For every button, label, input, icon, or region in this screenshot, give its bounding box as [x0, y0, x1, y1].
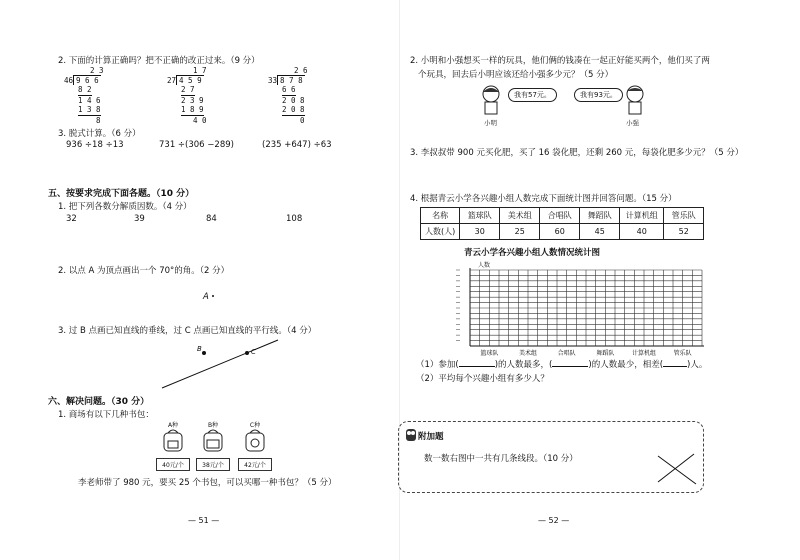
- table-cell: 60: [540, 224, 580, 240]
- table-cell: 人数(人): [421, 224, 460, 240]
- table-cell: 45: [580, 224, 620, 240]
- table-cell: 25: [500, 224, 540, 240]
- step: 8 2: [78, 85, 92, 94]
- bag-price: 42元/个: [238, 458, 272, 471]
- q4-sub1: [416, 358, 707, 370]
- backpack-icon: [196, 429, 230, 453]
- table-cell: 30: [460, 224, 500, 240]
- segment: [658, 456, 696, 484]
- expr-1: 936 ÷18 ÷13: [66, 140, 124, 150]
- r-q4-title: 4. 根据青云小学各兴趣小组人数完成下面统计图并回答问题。（15 分）: [410, 194, 677, 204]
- table-cell: 篮球队: [460, 208, 500, 224]
- table-cell: 40: [620, 224, 664, 240]
- table-cell: 52: [664, 224, 704, 240]
- remainder: 8: [96, 115, 101, 125]
- x-tick-label: 管乐队: [673, 350, 692, 357]
- xiaoming-figure: [476, 84, 506, 118]
- long-division-3: [268, 66, 308, 125]
- chart-ylabel: 人数: [478, 262, 491, 269]
- dividend: 4 5 9: [176, 75, 204, 85]
- long-division-1: [64, 66, 104, 125]
- answer-blank-most[interactable]: [459, 358, 495, 367]
- quotient: 1 7: [193, 66, 207, 75]
- x-tick-label: 舞蹈队: [596, 350, 615, 357]
- point-a-label: A: [203, 292, 209, 302]
- divisor: 46: [64, 75, 74, 85]
- xiaoqiang-figure: [620, 84, 650, 118]
- r-q2-title-2: 个玩具，回去后小明应该还给小强多少元？（5 分）: [418, 70, 614, 80]
- x-tick-label: 合唱队: [557, 350, 576, 357]
- bag-price: 40元/个: [156, 458, 190, 471]
- step: 1 4 6: [78, 95, 101, 105]
- name-xiaoming: 小明: [484, 119, 497, 127]
- s5q1-title: 1. 把下列各数分解质因数。（4 分）: [58, 202, 192, 212]
- table-cell: 舞蹈队: [580, 208, 620, 224]
- bonus-text: 数一数右图中一共有几条线段。（10 分）: [424, 454, 578, 464]
- page-number-51: — 51 —: [188, 516, 220, 525]
- step: 2 3 9: [181, 95, 204, 105]
- interest-group-table: [420, 207, 704, 240]
- table-cell: 名称: [421, 208, 460, 224]
- sub1-part: （1）参加(: [416, 360, 459, 370]
- segment: [658, 454, 694, 482]
- number-2: 39: [134, 214, 145, 224]
- sub1-part: )人。: [687, 360, 708, 370]
- backpack-icon: [238, 429, 272, 453]
- expr-3: (235 +647) ÷63: [262, 140, 332, 150]
- bag-b: [196, 420, 230, 471]
- s6q1-text: 李老师带了 980 元，要买 25 个书包，可以买哪一种书包？（5 分）: [78, 478, 337, 488]
- step: 1 8 9: [181, 105, 204, 114]
- table-row: [421, 224, 704, 240]
- table-cell: 计算机组: [620, 208, 664, 224]
- remainder: 0: [300, 115, 305, 125]
- bonus-title: 附加题: [418, 432, 444, 442]
- empty-bar-chart[interactable]: [444, 266, 706, 358]
- answer-blank-diff[interactable]: [663, 358, 687, 367]
- table-cell: 合唱队: [540, 208, 580, 224]
- table-cell: 管乐队: [664, 208, 704, 224]
- point-b: [202, 351, 206, 355]
- divisor: 27: [167, 75, 177, 85]
- point-c: [245, 351, 249, 355]
- step: 2 7: [181, 85, 195, 94]
- x-tick-label: 美术组: [518, 350, 538, 357]
- sub1-part: )的人数最少，相差(: [588, 360, 664, 370]
- quotient: 2 6: [294, 66, 308, 75]
- r-q2-title: 2. 小明和小强想买一样的玩具，他们俩的钱凑在一起正好能买两个，他们买了两: [410, 56, 710, 66]
- table-header-row: [421, 208, 704, 224]
- crossed-lines-figure: [652, 448, 700, 488]
- page-number-52: — 52 —: [538, 516, 570, 525]
- point-c-label: C: [251, 348, 256, 356]
- given-line: [162, 340, 278, 388]
- step: 1 3 8: [78, 105, 101, 114]
- quotient: 2 3: [90, 66, 104, 75]
- section-6-title: 六、解决问题。（30 分）: [48, 397, 150, 407]
- r-q3-title: 3. 李叔叔带 900 元买化肥，买了 16 袋化肥，还剩 260 元，每袋化肥多少元？（5 分）: [410, 148, 744, 158]
- given-line-figure: [160, 336, 290, 392]
- q2-title: 2. 下面的计算正确吗？把不正确的改正过来。（9 分）: [58, 56, 260, 66]
- bag-name: C种: [249, 422, 261, 429]
- divisor: 33: [268, 75, 278, 85]
- bag-price: 38元/个: [196, 458, 230, 471]
- table-cell: 美术组: [500, 208, 540, 224]
- owl-icon: [404, 426, 418, 442]
- x-tick-label: 篮球队: [480, 350, 499, 357]
- point-a: [212, 295, 214, 297]
- s5q3-title: 3. 过 B 点画已知直线的垂线，过 C 点画已知直线的平行线。（4 分）: [58, 326, 317, 336]
- bag-name: B种: [207, 422, 219, 429]
- answer-blank-least[interactable]: [552, 358, 588, 367]
- s5q2-title: 2. 以点 A 为顶点画出一个 70°的角。（2 分）: [58, 266, 230, 276]
- x-tick-label: 计算机组: [631, 350, 657, 357]
- name-xiaoqiang: 小强: [626, 119, 639, 127]
- step: 2 0 8: [282, 105, 305, 114]
- long-division-2: [167, 66, 207, 125]
- remainder: 4 0: [193, 115, 207, 125]
- dividend: 9 6 6: [73, 75, 101, 85]
- sub1-part: )的人数最多，(: [494, 360, 553, 370]
- q3-title: 3. 脱式计算。（6 分）: [58, 129, 141, 139]
- q4-sub2: （2）平均每个兴趣小组有多少人？: [416, 374, 549, 384]
- backpack-icon: [156, 429, 190, 453]
- step: 6 6: [282, 85, 296, 94]
- bag-name: A种: [167, 422, 179, 429]
- step: 2 0 8: [282, 95, 305, 105]
- number-1: 32: [66, 214, 77, 224]
- bubble-xiaoming: 我有57元。: [508, 88, 557, 102]
- expr-2: 731 ÷(306 −289): [159, 140, 234, 150]
- s6q1-title: 1. 商场有以下几种书包：: [58, 410, 154, 420]
- dividend: 8 7 8: [277, 75, 305, 85]
- bag-a: [156, 420, 190, 471]
- number-3: 84: [206, 214, 217, 224]
- chart-title: 青云小学各兴趣小组人数情况统计图: [464, 248, 601, 258]
- bag-c: [238, 420, 272, 471]
- point-b-label: B: [197, 345, 202, 353]
- bubble-xiaoqiang: 我有93元。: [574, 88, 623, 102]
- number-4: 108: [286, 214, 303, 224]
- section-5-title: 五、按要求完成下面各题。（10 分）: [48, 189, 195, 199]
